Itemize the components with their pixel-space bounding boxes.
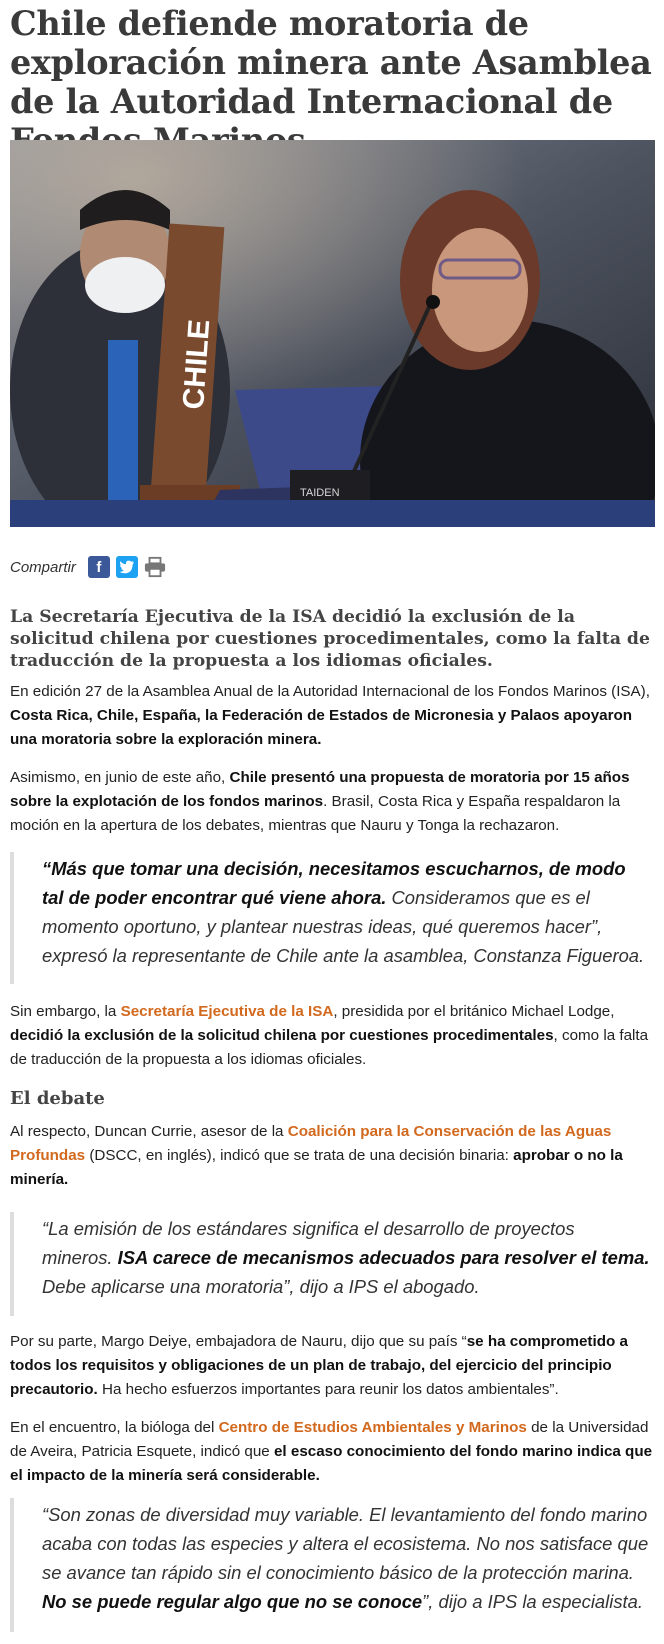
twitter-icon[interactable]	[116, 556, 138, 578]
p3-bold: decidió la exclusión de la solicitud chilena por cuestiones procedimentales	[10, 1027, 554, 1044]
facebook-icon[interactable]: f	[88, 556, 110, 578]
p2-text-c: . Brasil, Costa Rica y España respaldaron la moción en la apertura de los debates, mientras que Nauru y Tonga la rechazaron.	[10, 793, 621, 834]
p3-text-b: , presidida por el británico Michael Lodge,	[333, 1003, 615, 1020]
p2-bold: Chile presentó una propuesta de moratoria por 15 años sobre la explotación de los fondos marinos	[10, 769, 630, 810]
paragraph-1	[10, 680, 660, 752]
share-bar	[10, 556, 166, 578]
link-dscc[interactable]: Coalición para la Conservación de las Aguas Profundas	[10, 1123, 612, 1164]
link-secretaria-isa[interactable]: Secretaría Ejecutiva de la ISA	[120, 1003, 334, 1020]
q3-text-a: “Son zonas de diversidad muy variable. El levantamiento del fondo marino acaba con todas las especies y altera el ecosistema. No nos satisface que se avance tan rápido sin el conocimiento básico de la protección marina.	[42, 1504, 649, 1583]
paragraph-3	[10, 1000, 660, 1072]
p4-text-a: Al respecto, Duncan Currie, asesor de la	[10, 1123, 288, 1140]
blockquote-2	[10, 1212, 650, 1316]
article-header	[10, 0, 655, 160]
mic-label: TAIDEN	[300, 487, 340, 499]
p5-text-c: Ha hecho esfuerzos importantes para reunir los datos ambientales”.	[97, 1381, 559, 1398]
q2-bold: ISA carece de mecanismos adecuados para resolver el tema.	[117, 1247, 650, 1268]
p6-text-a: En el encuentro, la bióloga del	[10, 1419, 219, 1436]
page-title: Chile defiende moratoria de exploración minera ante Asamblea de la Autoridad Internacional de	[10, 4, 652, 121]
q2-text-c: Debe aplicarse una moratoria”, dijo a IPS el abogado.	[42, 1276, 480, 1297]
link-centro-estudios[interactable]: Centro de Estudios Ambientales y Marinos	[218, 1419, 527, 1436]
section-heading-debate: El debate	[10, 1088, 105, 1109]
blockquote-3	[10, 1498, 650, 1632]
p3-text-d: , como la falta de traducción de la propuesta a los idiomas oficiales.	[10, 1027, 649, 1068]
p1-bold: Costa Rica, Chile, España, la Federación de Estados de Micronesia y Palaos apoyaron una moratoria sobre la exploración minera.	[10, 707, 633, 748]
paragraph-6	[10, 1416, 660, 1488]
p3-text-a: Sin embargo, la	[10, 1003, 121, 1020]
q2-text-a: “La emisión de los estándares significa el desarrollo de proyectos mineros.	[42, 1218, 575, 1268]
article-lead: La Secretaría Ejecutiva de la ISA decidió la exclusión de la solicitud chilena por cuestiones procedimentales, como la falta de traducción de la propuesta a los idiomas oficiales.	[10, 607, 650, 671]
paragraph-4	[10, 1120, 660, 1192]
blockquote-1	[10, 852, 650, 984]
print-icon[interactable]	[144, 556, 166, 578]
q3-bold: No se puede regular algo que no se conoce	[42, 1591, 423, 1612]
p5-bold: se ha comprometido a todos los requisitos y obligaciones de un plan de trabajo, del ejercicio del principio precautorio.	[10, 1333, 628, 1398]
p4-text-b: (DSCC, en inglés), indicó que se trata de una decisión binaria:	[85, 1147, 514, 1164]
p6-bold: el escaso conocimiento del fondo marino indica que el impacto de la minería será considerable.	[10, 1443, 653, 1484]
article-photo	[10, 140, 655, 527]
share-label: Compartir	[10, 558, 76, 576]
p4-bold: aprobar o no la minería.	[10, 1147, 623, 1188]
p6-text-b: de la Universidad de Aveira, Patricia Esquete, indicó que	[10, 1419, 649, 1460]
q3-text-c: ”, dijo a IPS la especialista.	[422, 1591, 643, 1612]
paragraph-2	[10, 766, 660, 838]
q1-text: Consideramos que es el momento oportuno, y plantear nuestras ideas, qué queremos hacer”, expresó la representante de Chile ante la asamblea, Constanza Figueroa.	[42, 887, 645, 966]
p5-text-a: Por su parte, Margo Deiye, embajadora de Nauru, dijo que su país “	[10, 1333, 467, 1350]
paragraph-5	[10, 1330, 660, 1402]
p2-text-a: Asimismo, en junio de este año,	[10, 769, 230, 786]
p1-text: En edición 27 de la Asamblea Anual de la Autoridad Internacional de los Fondos Marinos (ISA),	[10, 683, 650, 700]
placard-text: CHILE	[177, 318, 217, 411]
q1-bold: “Más que tomar una decisión, necesitamos escucharnos, de modo tal de poder encontrar qué viene ahora.	[42, 858, 626, 908]
